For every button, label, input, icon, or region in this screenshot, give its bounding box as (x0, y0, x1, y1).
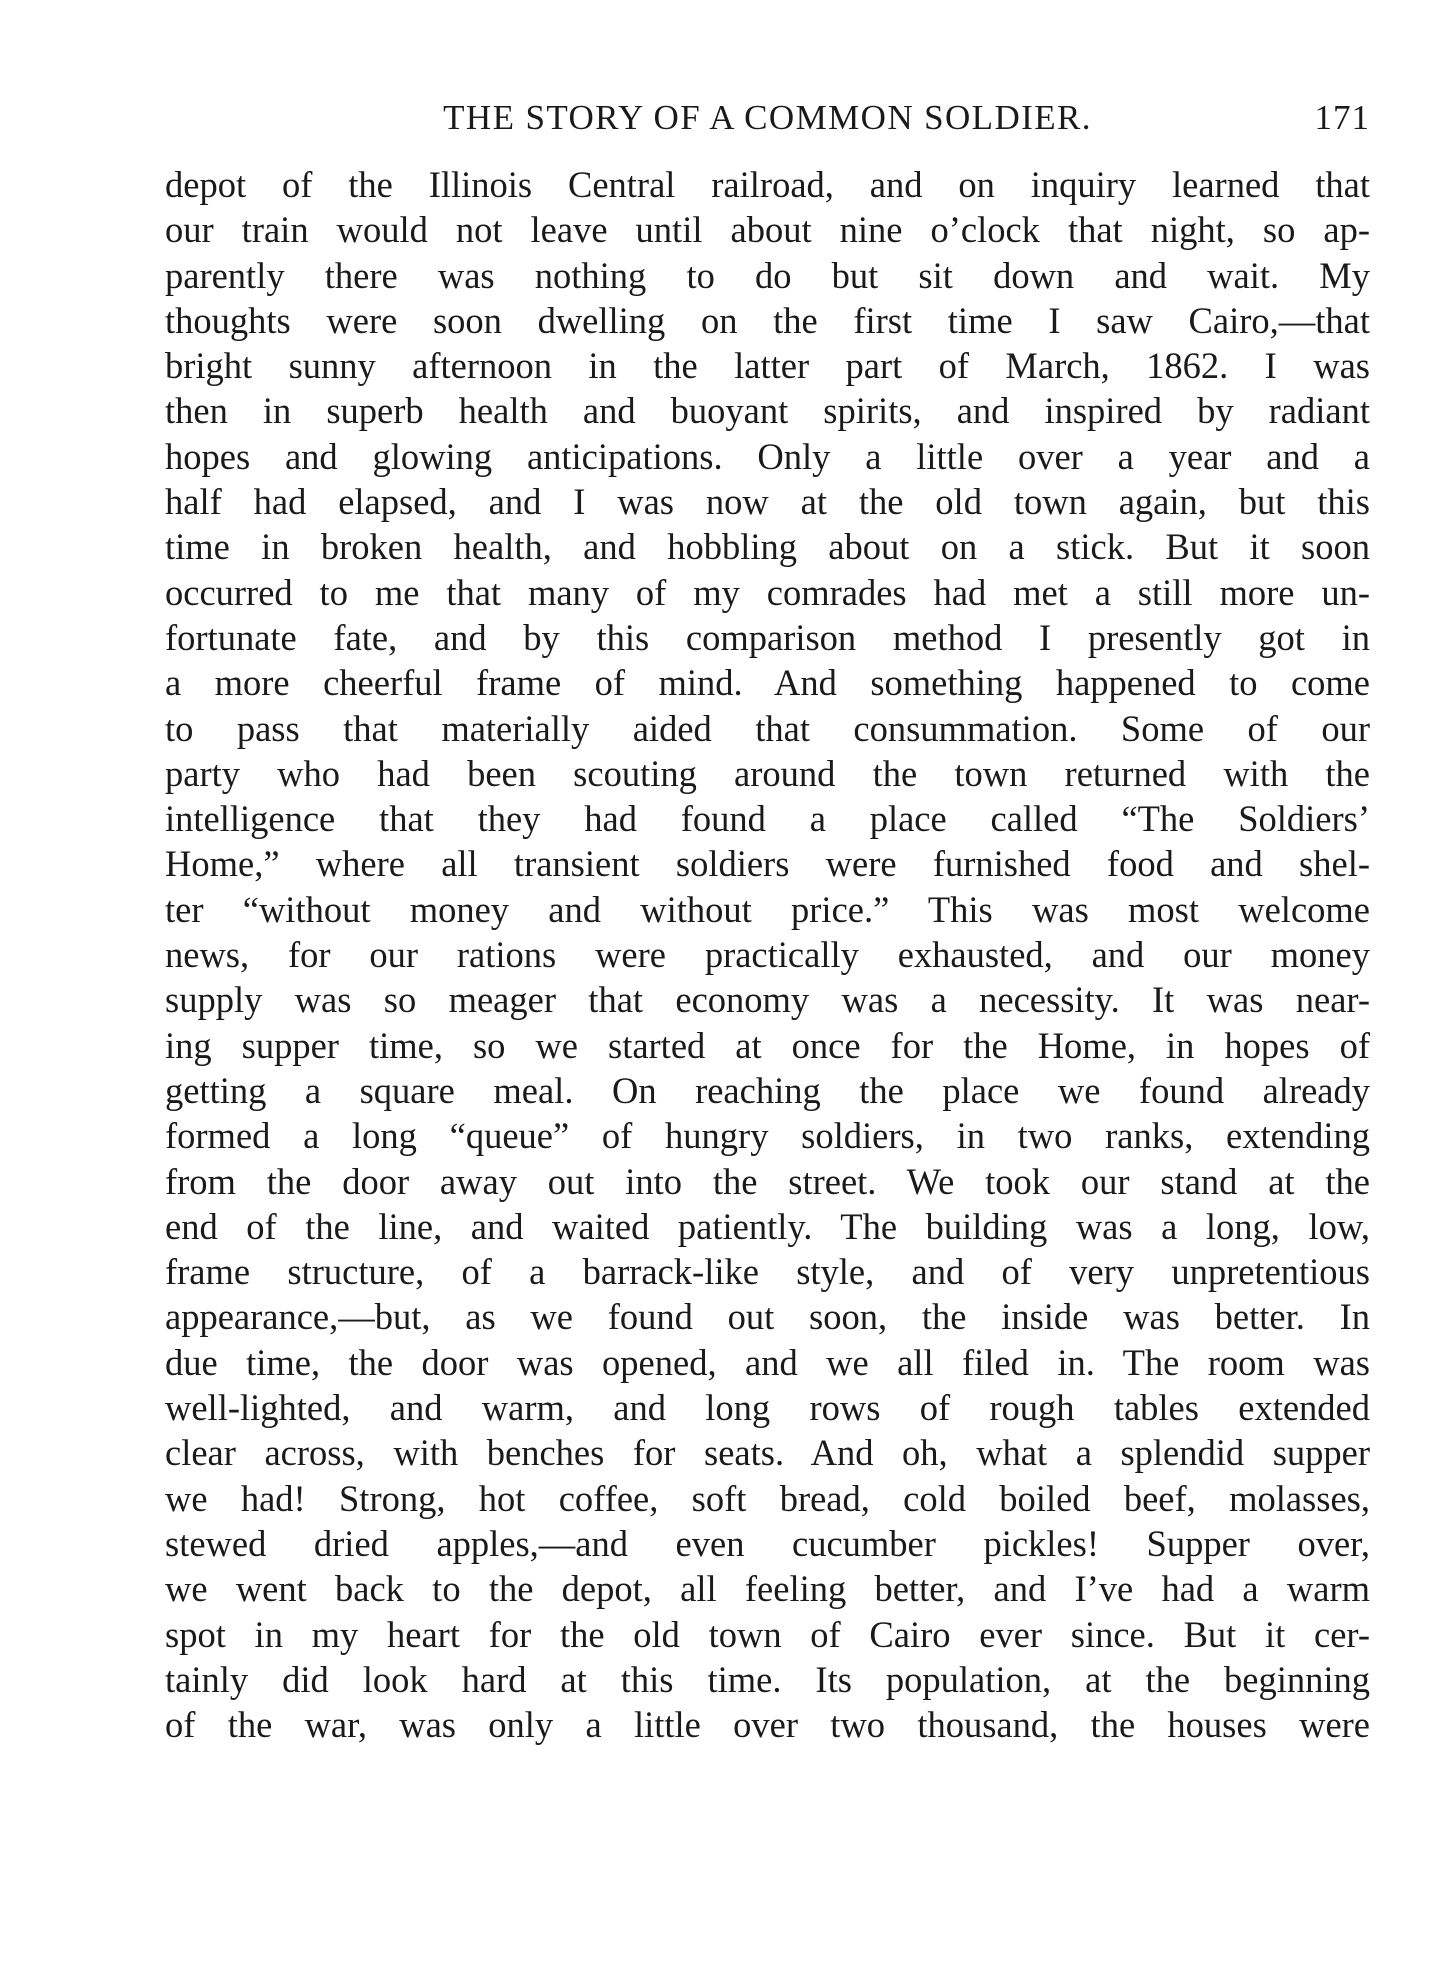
running-title: THE STORY OF A COMMON SOLDIER. (443, 98, 1092, 137)
text-line: party who had been scouting around the town returned with the (165, 752, 1370, 794)
text-line: hopes and glowing anticipations. Only a little over a year and a (165, 435, 1370, 477)
text-line: to pass that materially aided that consummation. Some of our (165, 707, 1370, 749)
text-line: bright sunny afternoon in the latter part of March, 1862. I was (165, 345, 1370, 387)
text-line: occurred to me that many of my comrades had met a still more un- (165, 571, 1370, 613)
text-line: formed a long “queue” of hungry soldiers, in two ranks, extending (165, 1115, 1370, 1157)
text-line: of the war, was only a little over two thousand, the houses were (165, 1704, 1370, 1746)
text-line: intelligence that they had found a place called “The Soldiers’ (165, 798, 1370, 840)
running-head (165, 88, 1370, 148)
text-line: parently there was nothing to do but sit down and wait. My (165, 254, 1370, 296)
page-number: 171 (1314, 98, 1370, 137)
text-line: Home,” where all transient soldiers were furnished food and shel- (165, 843, 1370, 885)
body-text (165, 162, 1370, 1747)
text-line: spot in my heart for the old town of Cairo ever since. But it cer- (165, 1613, 1370, 1655)
text-line: due time, the door was opened, and we all filed in. The room was (165, 1341, 1370, 1383)
text-line: we had! Strong, hot coffee, soft bread, cold boiled beef, molasses, (165, 1477, 1370, 1519)
text-line: we went back to the depot, all feeling better, and I’ve had a warm (165, 1568, 1370, 1610)
text-line: getting a square meal. On reaching the place we found already (165, 1069, 1370, 1111)
text-line: tainly did look hard at this time. Its population, at the beginning (165, 1658, 1370, 1700)
text-line: time in broken health, and hobbling about on a stick. But it soon (165, 526, 1370, 568)
text-line: depot of the Illinois Central railroad, and on inquiry learned that (165, 164, 1370, 205)
text-line: appearance,—but, as we found out soon, the inside was better. In (165, 1296, 1370, 1338)
text-line: fortunate fate, and by this comparison method I presently got in (165, 616, 1370, 658)
text-line: half had elapsed, and I was now at the old town again, but this (165, 481, 1370, 523)
text-line: end of the line, and waited patiently. The building was a long, low, (165, 1205, 1370, 1247)
text-line: ter “without money and without price.” This was most welcome (165, 888, 1370, 930)
text-line: thoughts were soon dwelling on the first time I saw Cairo,—that (165, 299, 1370, 341)
text-line: well-lighted, and warm, and long rows of rough tables extended (165, 1387, 1370, 1429)
text-line: stewed dried apples,—and even cucumber pickles! Supper over, (165, 1522, 1370, 1564)
text-line: clear across, with benches for seats. And oh, what a splendid supper (165, 1432, 1370, 1474)
text-line: news, for our rations were practically exhausted, and our money (165, 934, 1370, 976)
text-line: supply was so meager that economy was a necessity. It was near- (165, 979, 1370, 1021)
text-line: then in superb health and buoyant spirits, and inspired by radiant (165, 390, 1370, 432)
text-line: a more cheerful frame of mind. And something happened to come (165, 662, 1370, 704)
text-line: our train would not leave until about nine o’clock that night, so ap- (165, 209, 1370, 251)
text-line: ing supper time, so we started at once for the Home, in hopes of (165, 1024, 1370, 1066)
text-line: frame structure, of a barrack-like style, and of very unpretentious (165, 1251, 1370, 1293)
text-line: from the door away out into the street. We took our stand at the (165, 1160, 1370, 1202)
